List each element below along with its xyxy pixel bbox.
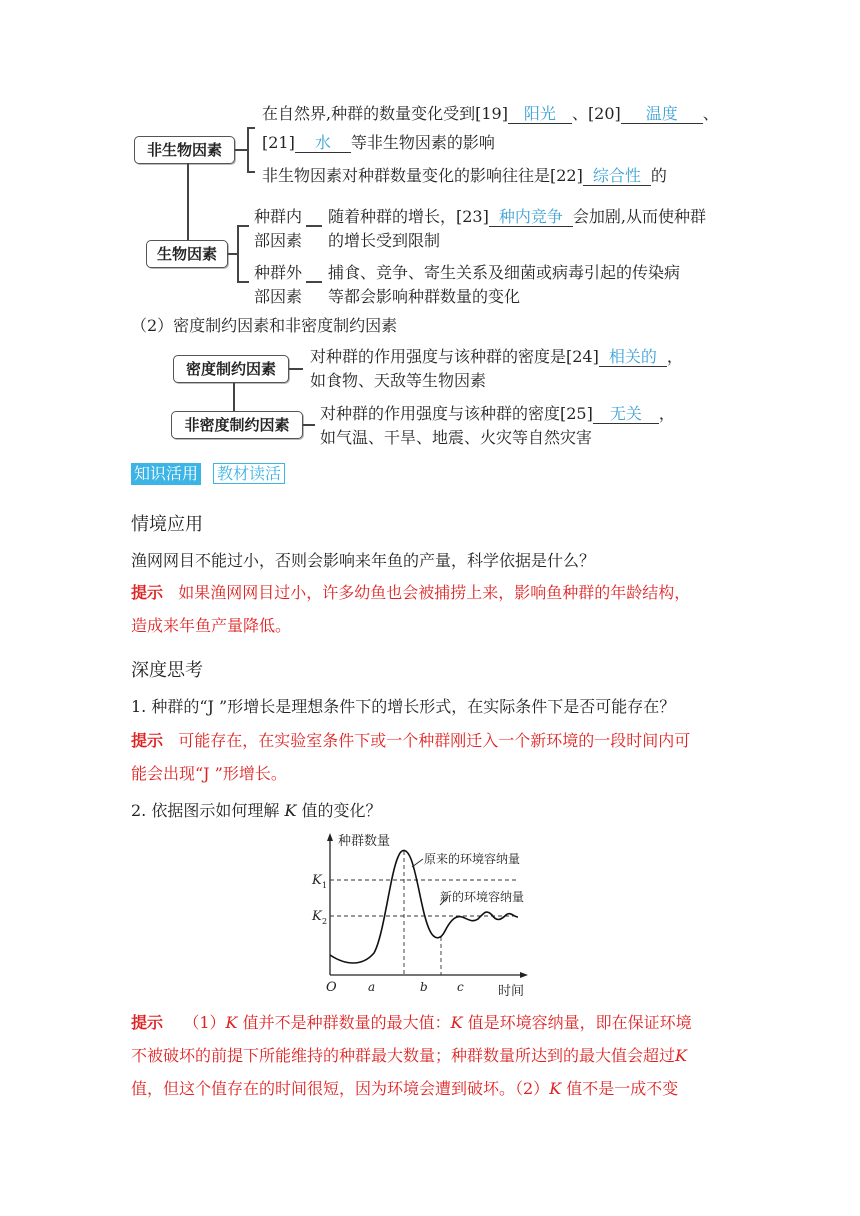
k1-subscript: 1 xyxy=(322,881,328,890)
x-axis-label: 时间 xyxy=(498,984,525,999)
abiotic-line-1: 在自然界,种群的数量变化受到[19] 阳光 、[20] 温度 、 xyxy=(262,104,719,123)
period-a-label: a xyxy=(368,980,376,994)
biotic-factors-box: 生物因素 xyxy=(146,240,228,268)
blank-20: 温度 xyxy=(621,105,703,124)
connector xyxy=(306,281,322,283)
tag-textbook-reading: 教材读活 xyxy=(213,463,285,484)
internal-factor-label: 种群内 部因素 xyxy=(254,207,303,250)
connector xyxy=(187,163,189,240)
section-2-heading: （2）密度制约因素和非密度制约因素 xyxy=(131,316,398,335)
question-1: 1. 种群的“J ”形增长是理想条件下的增长形式，在实际条件下是否可能存在？ xyxy=(131,697,676,716)
scenario-answer-line2: 造成来年鱼产量降低。 xyxy=(131,616,292,635)
external-factor-label: 种群外 部因素 xyxy=(254,263,303,306)
connector xyxy=(235,149,247,151)
nondensity-text: 对种群的作用强度与该种群的密度[25] 无关 ， 如气温、干旱、地震、火灾等自然灾害 xyxy=(320,404,675,447)
answer-1: 提示 可能存在，在实验室条件下或一个种群刚迁入一个新环境的一段时间内可 xyxy=(131,731,691,750)
external-factor-text: 捕食、竞争、寄生关系及细菌或病毒引起的传染病 等都会影响种群数量的变化 xyxy=(328,263,681,306)
scenario-answer: 提示 如果渔网网目过小，许多幼鱼也会被捕捞上来，影响鱼种群的年龄结构， xyxy=(131,583,691,602)
k2-subscript: 2 xyxy=(322,917,328,926)
blank-24: 相关的 xyxy=(599,348,667,367)
k2-label: K xyxy=(312,909,322,924)
x-axis-arrow xyxy=(520,972,528,978)
deep-heading: 深度思考 xyxy=(131,660,203,681)
question-2: 2. 依据图示如何理解 K 值的变化？ xyxy=(131,801,382,820)
blank-25: 无关 xyxy=(593,405,659,424)
answer-2-line2: 不被破坏的前提下所能维持的种群最大数量；种群数量所达到的最大值会超过K xyxy=(131,1046,687,1065)
connector xyxy=(306,225,322,227)
answer-1-line2: 能会出现“J ”形增长。 xyxy=(131,764,287,783)
period-c-label: c xyxy=(457,980,464,994)
answer-2-line1: 提示 （1）K 值并不是种群数量的最大值：K 值是环境容纳量，即在保证环境 xyxy=(131,1013,692,1032)
pointer-original xyxy=(412,859,423,867)
k-value-figure xyxy=(300,825,540,1003)
connector xyxy=(289,368,303,370)
scenario-heading: 情境应用 xyxy=(131,514,203,535)
abiotic-line-2: [21] 水 等非生物因素的影响 xyxy=(262,133,495,152)
origin-label: O xyxy=(326,980,337,995)
connector xyxy=(233,383,235,411)
original-capacity-label: 原来的环境容纳量 xyxy=(424,852,521,866)
connector xyxy=(247,127,249,171)
blank-22: 综合性 xyxy=(583,167,651,186)
internal-factor-text: 随着种群的增长，[23] 种内竞争 会加剧,从而使种群 的增长受到限制 xyxy=(328,207,706,250)
abiotic-line-3: 非生物因素对种群数量变化的影响往往是[22] 综合性 的 xyxy=(262,166,667,185)
y-axis-arrow xyxy=(327,833,333,841)
connector xyxy=(237,281,249,283)
connector xyxy=(247,127,255,129)
connector xyxy=(237,225,249,227)
tag-knowledge-use: 知识活用 xyxy=(131,463,201,485)
new-capacity-label: 新的环境容纳量 xyxy=(440,890,525,904)
density-independent-box: 非密度制约因素 xyxy=(171,411,303,439)
k1-label: K xyxy=(312,873,322,888)
scenario-question: 渔网网目不能过小，否则会影响来年鱼的产量，科学依据是什么？ xyxy=(131,551,596,570)
connector xyxy=(303,424,315,426)
blank-21: 水 xyxy=(295,134,351,153)
blank-23: 种内竞争 xyxy=(489,208,573,227)
abiotic-factors-box: 非生物因素 xyxy=(134,136,235,164)
y-axis-label: 种群数量 xyxy=(338,834,391,849)
period-b-label: b xyxy=(420,980,428,994)
density-dependent-box: 密度制约因素 xyxy=(173,355,289,383)
answer-2-line3: 值，但这个值存在的时间很短，因为环境会遭到破坏。（2）K 值不是一成不变 xyxy=(131,1079,679,1098)
connector xyxy=(247,171,255,173)
population-curve xyxy=(330,850,521,963)
connector xyxy=(237,225,239,281)
density-text: 对种群的作用强度与该种群的密度是[24] 相关的 ， 如食物、天敌等生物因素 xyxy=(310,347,683,390)
blank-19: 阳光 xyxy=(508,105,572,124)
